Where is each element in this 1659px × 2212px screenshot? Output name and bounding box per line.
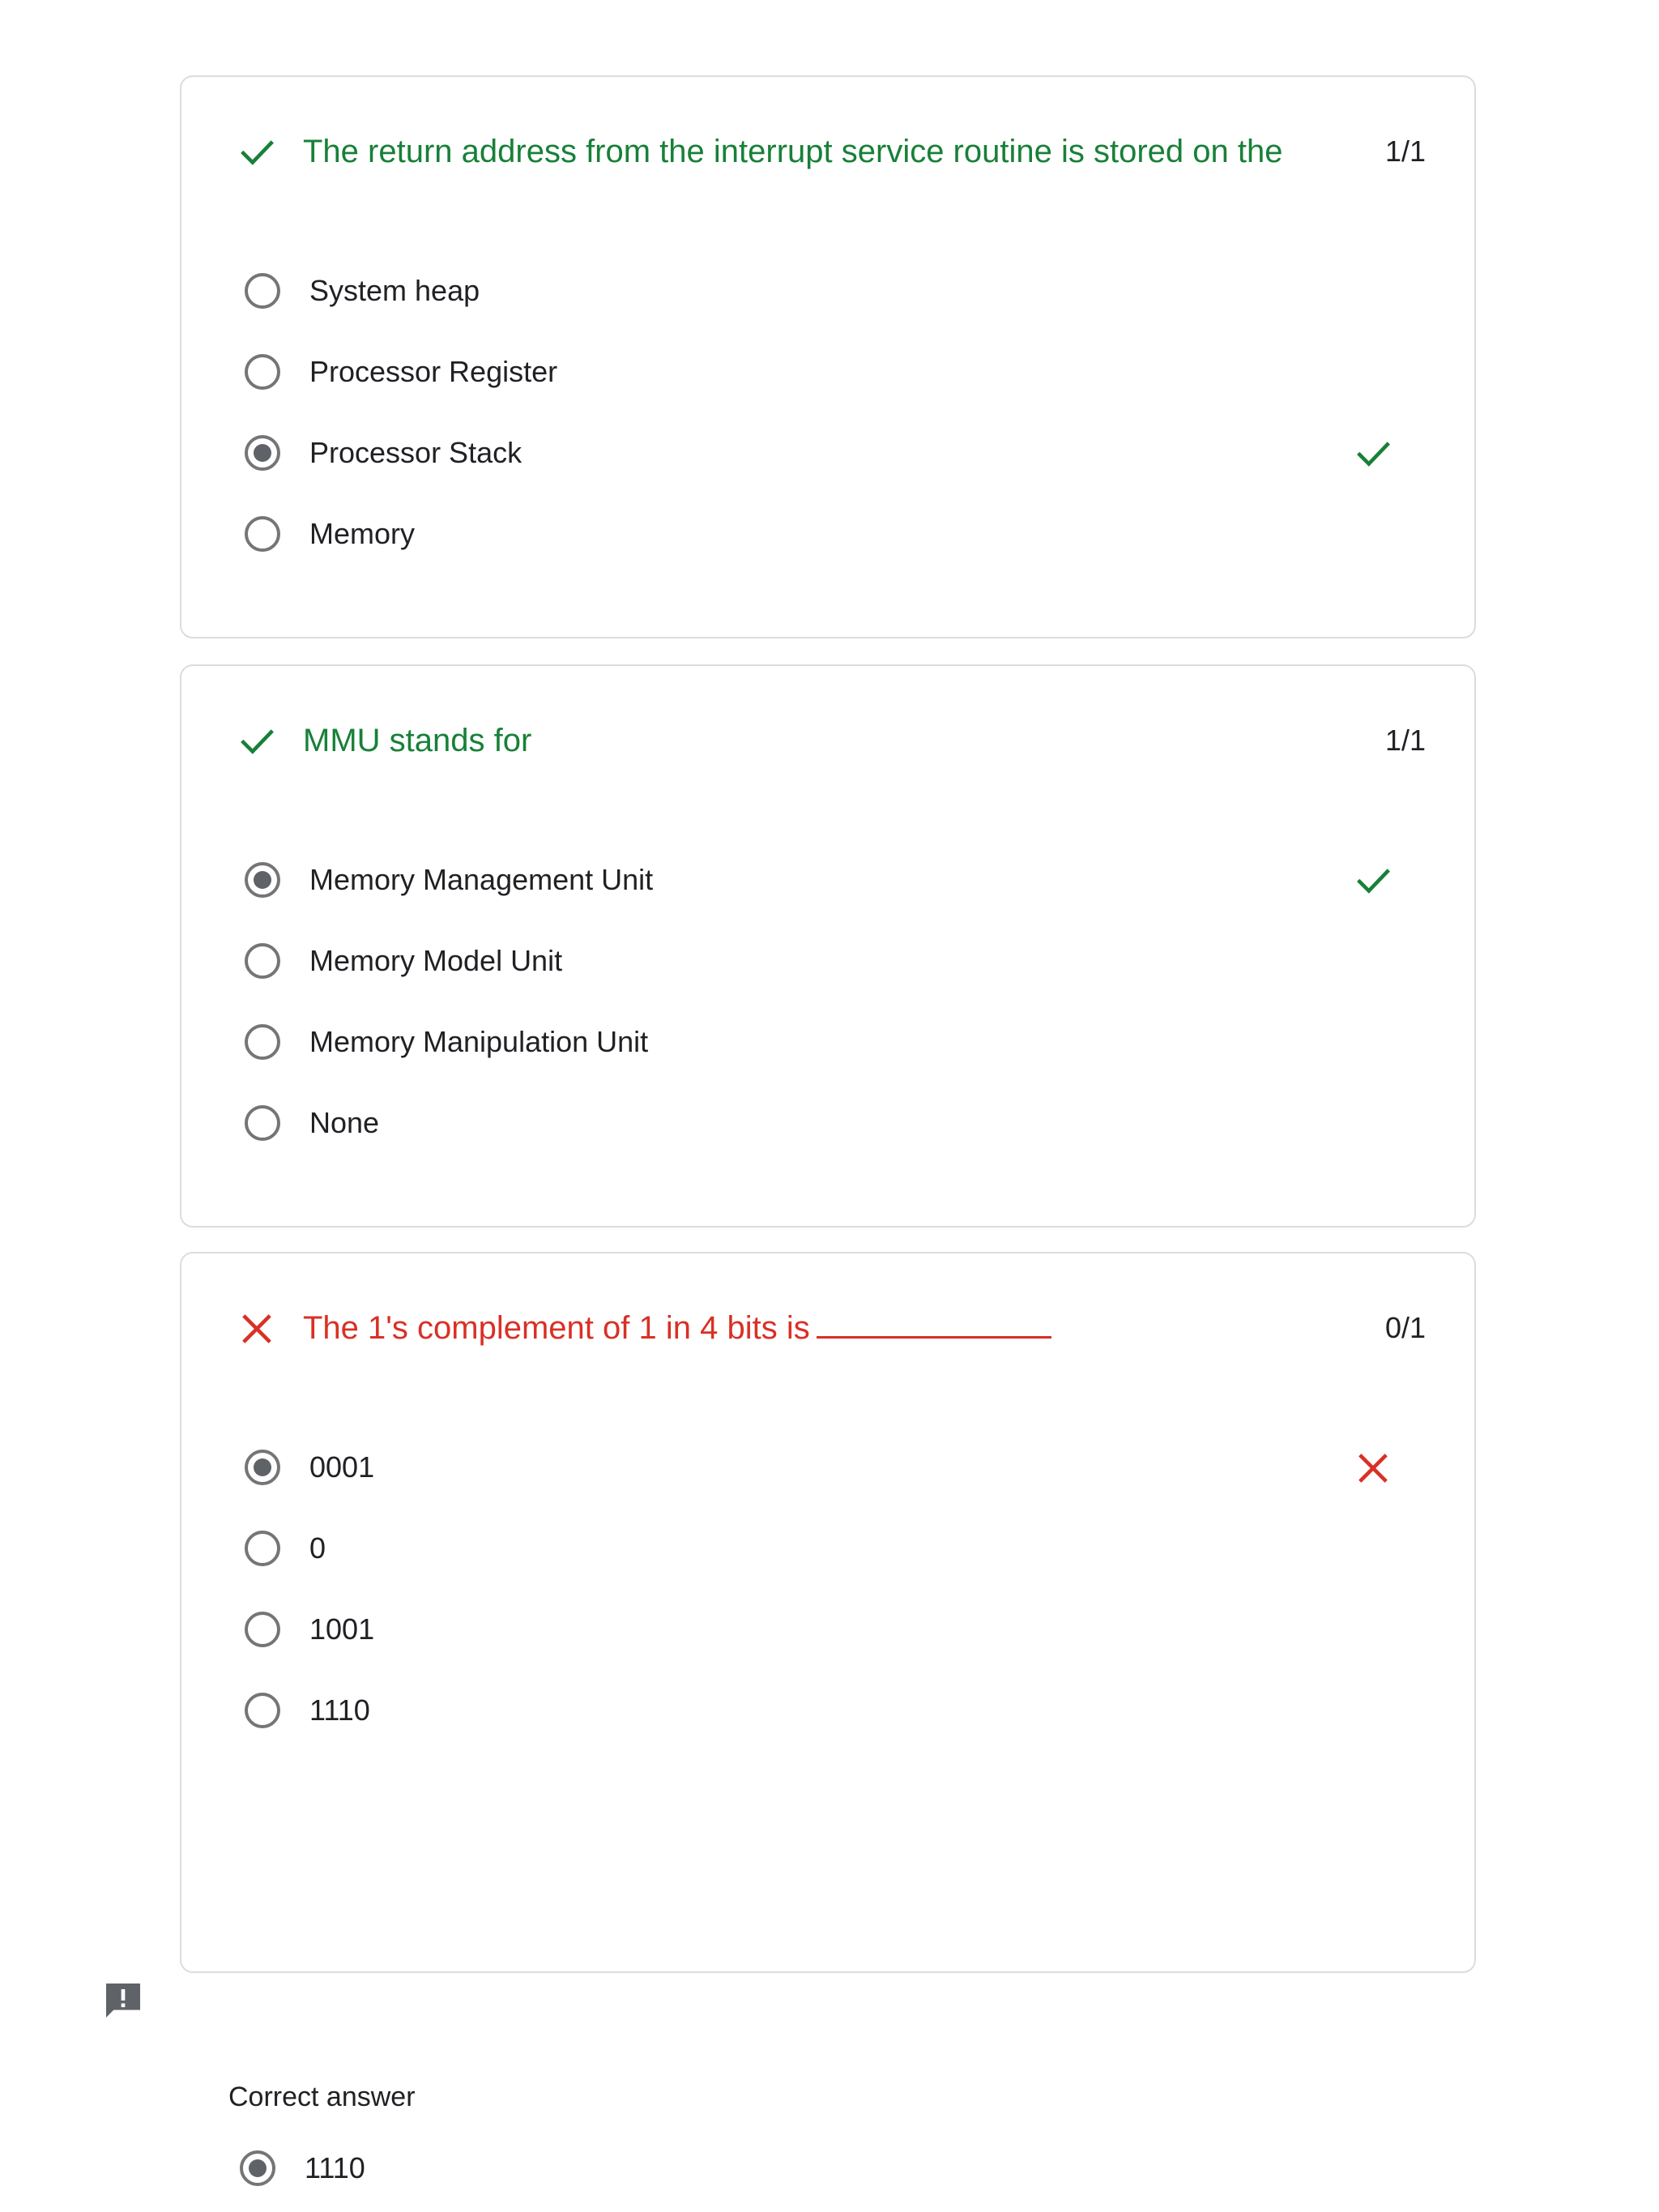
radio-button[interactable] xyxy=(245,1531,280,1566)
question-title: The return address from the interrupt service routine is stored on the xyxy=(303,134,1283,169)
option-item[interactable] xyxy=(245,1673,1426,1754)
check-icon xyxy=(1353,860,1393,901)
question-card-2 xyxy=(180,664,1476,1228)
question-title xyxy=(303,1304,1051,1352)
question-card-3 xyxy=(180,1252,1476,2184)
option-item[interactable] xyxy=(245,1005,1426,1086)
radio-button[interactable] xyxy=(245,273,280,309)
radio-button-selected[interactable] xyxy=(245,1450,280,1485)
option-item[interactable] xyxy=(245,497,1426,578)
report-feedback-icon[interactable] xyxy=(100,1978,146,2023)
options-list xyxy=(245,254,1426,578)
option-label: 0001 xyxy=(309,1450,375,1484)
options-list xyxy=(245,843,1426,1167)
option-label: Memory Model Unit xyxy=(309,944,563,977)
option-item[interactable] xyxy=(245,1511,1426,1592)
radio-button-selected[interactable] xyxy=(245,862,280,898)
option-item[interactable] xyxy=(245,1430,1426,1511)
radio-button[interactable] xyxy=(245,1693,280,1728)
radio-button[interactable] xyxy=(245,943,280,979)
option-label: Memory Management Unit xyxy=(309,863,654,896)
question-score: 1/1 xyxy=(1384,724,1426,757)
radio-button[interactable] xyxy=(245,516,280,552)
check-icon xyxy=(1353,433,1393,474)
radio-button[interactable] xyxy=(245,1024,280,1060)
question-title-text: The 1's complement of 1 in 4 bits is xyxy=(303,1310,810,1346)
check-icon xyxy=(237,132,277,173)
option-label: Processor Register xyxy=(309,355,558,388)
options-list xyxy=(245,1430,1426,1754)
option-item[interactable] xyxy=(245,254,1426,335)
correct-answer-item xyxy=(240,2131,1426,2212)
question-score: 0/1 xyxy=(1384,1311,1426,1344)
option-item[interactable] xyxy=(245,843,1426,924)
option-label: Memory xyxy=(309,517,416,550)
radio-button[interactable] xyxy=(245,354,280,390)
radio-button-selected xyxy=(240,2150,275,2186)
check-icon xyxy=(237,721,277,762)
question-header xyxy=(237,1304,1426,1352)
question-title: MMU stands for xyxy=(303,723,532,758)
option-item[interactable] xyxy=(245,416,1426,497)
radio-button[interactable] xyxy=(245,1105,280,1141)
option-item[interactable] xyxy=(245,924,1426,1005)
option-label: System heap xyxy=(309,274,480,307)
question-header xyxy=(237,127,1426,176)
option-label: 1110 xyxy=(305,2151,365,2184)
correct-answers-list xyxy=(240,2131,1426,2212)
radio-button[interactable] xyxy=(245,1612,280,1647)
option-label: Processor Stack xyxy=(309,436,522,469)
option-item[interactable] xyxy=(245,1592,1426,1673)
radio-button-selected[interactable] xyxy=(245,435,280,471)
question-score: 1/1 xyxy=(1384,135,1426,168)
option-label: None xyxy=(309,1106,380,1139)
option-label: 1110 xyxy=(309,1693,370,1727)
option-label: 1001 xyxy=(309,1612,375,1646)
close-icon xyxy=(1353,1448,1393,1488)
blank-line xyxy=(817,1309,1051,1339)
option-item[interactable] xyxy=(245,1086,1426,1167)
option-item[interactable] xyxy=(245,335,1426,416)
option-label: Memory Manipulation Unit xyxy=(309,1025,649,1058)
question-header xyxy=(237,716,1426,765)
option-label: 0 xyxy=(309,1531,326,1565)
close-icon xyxy=(237,1309,277,1349)
correct-answer-heading: Correct answer xyxy=(228,2082,416,2112)
question-card-1 xyxy=(180,75,1476,638)
